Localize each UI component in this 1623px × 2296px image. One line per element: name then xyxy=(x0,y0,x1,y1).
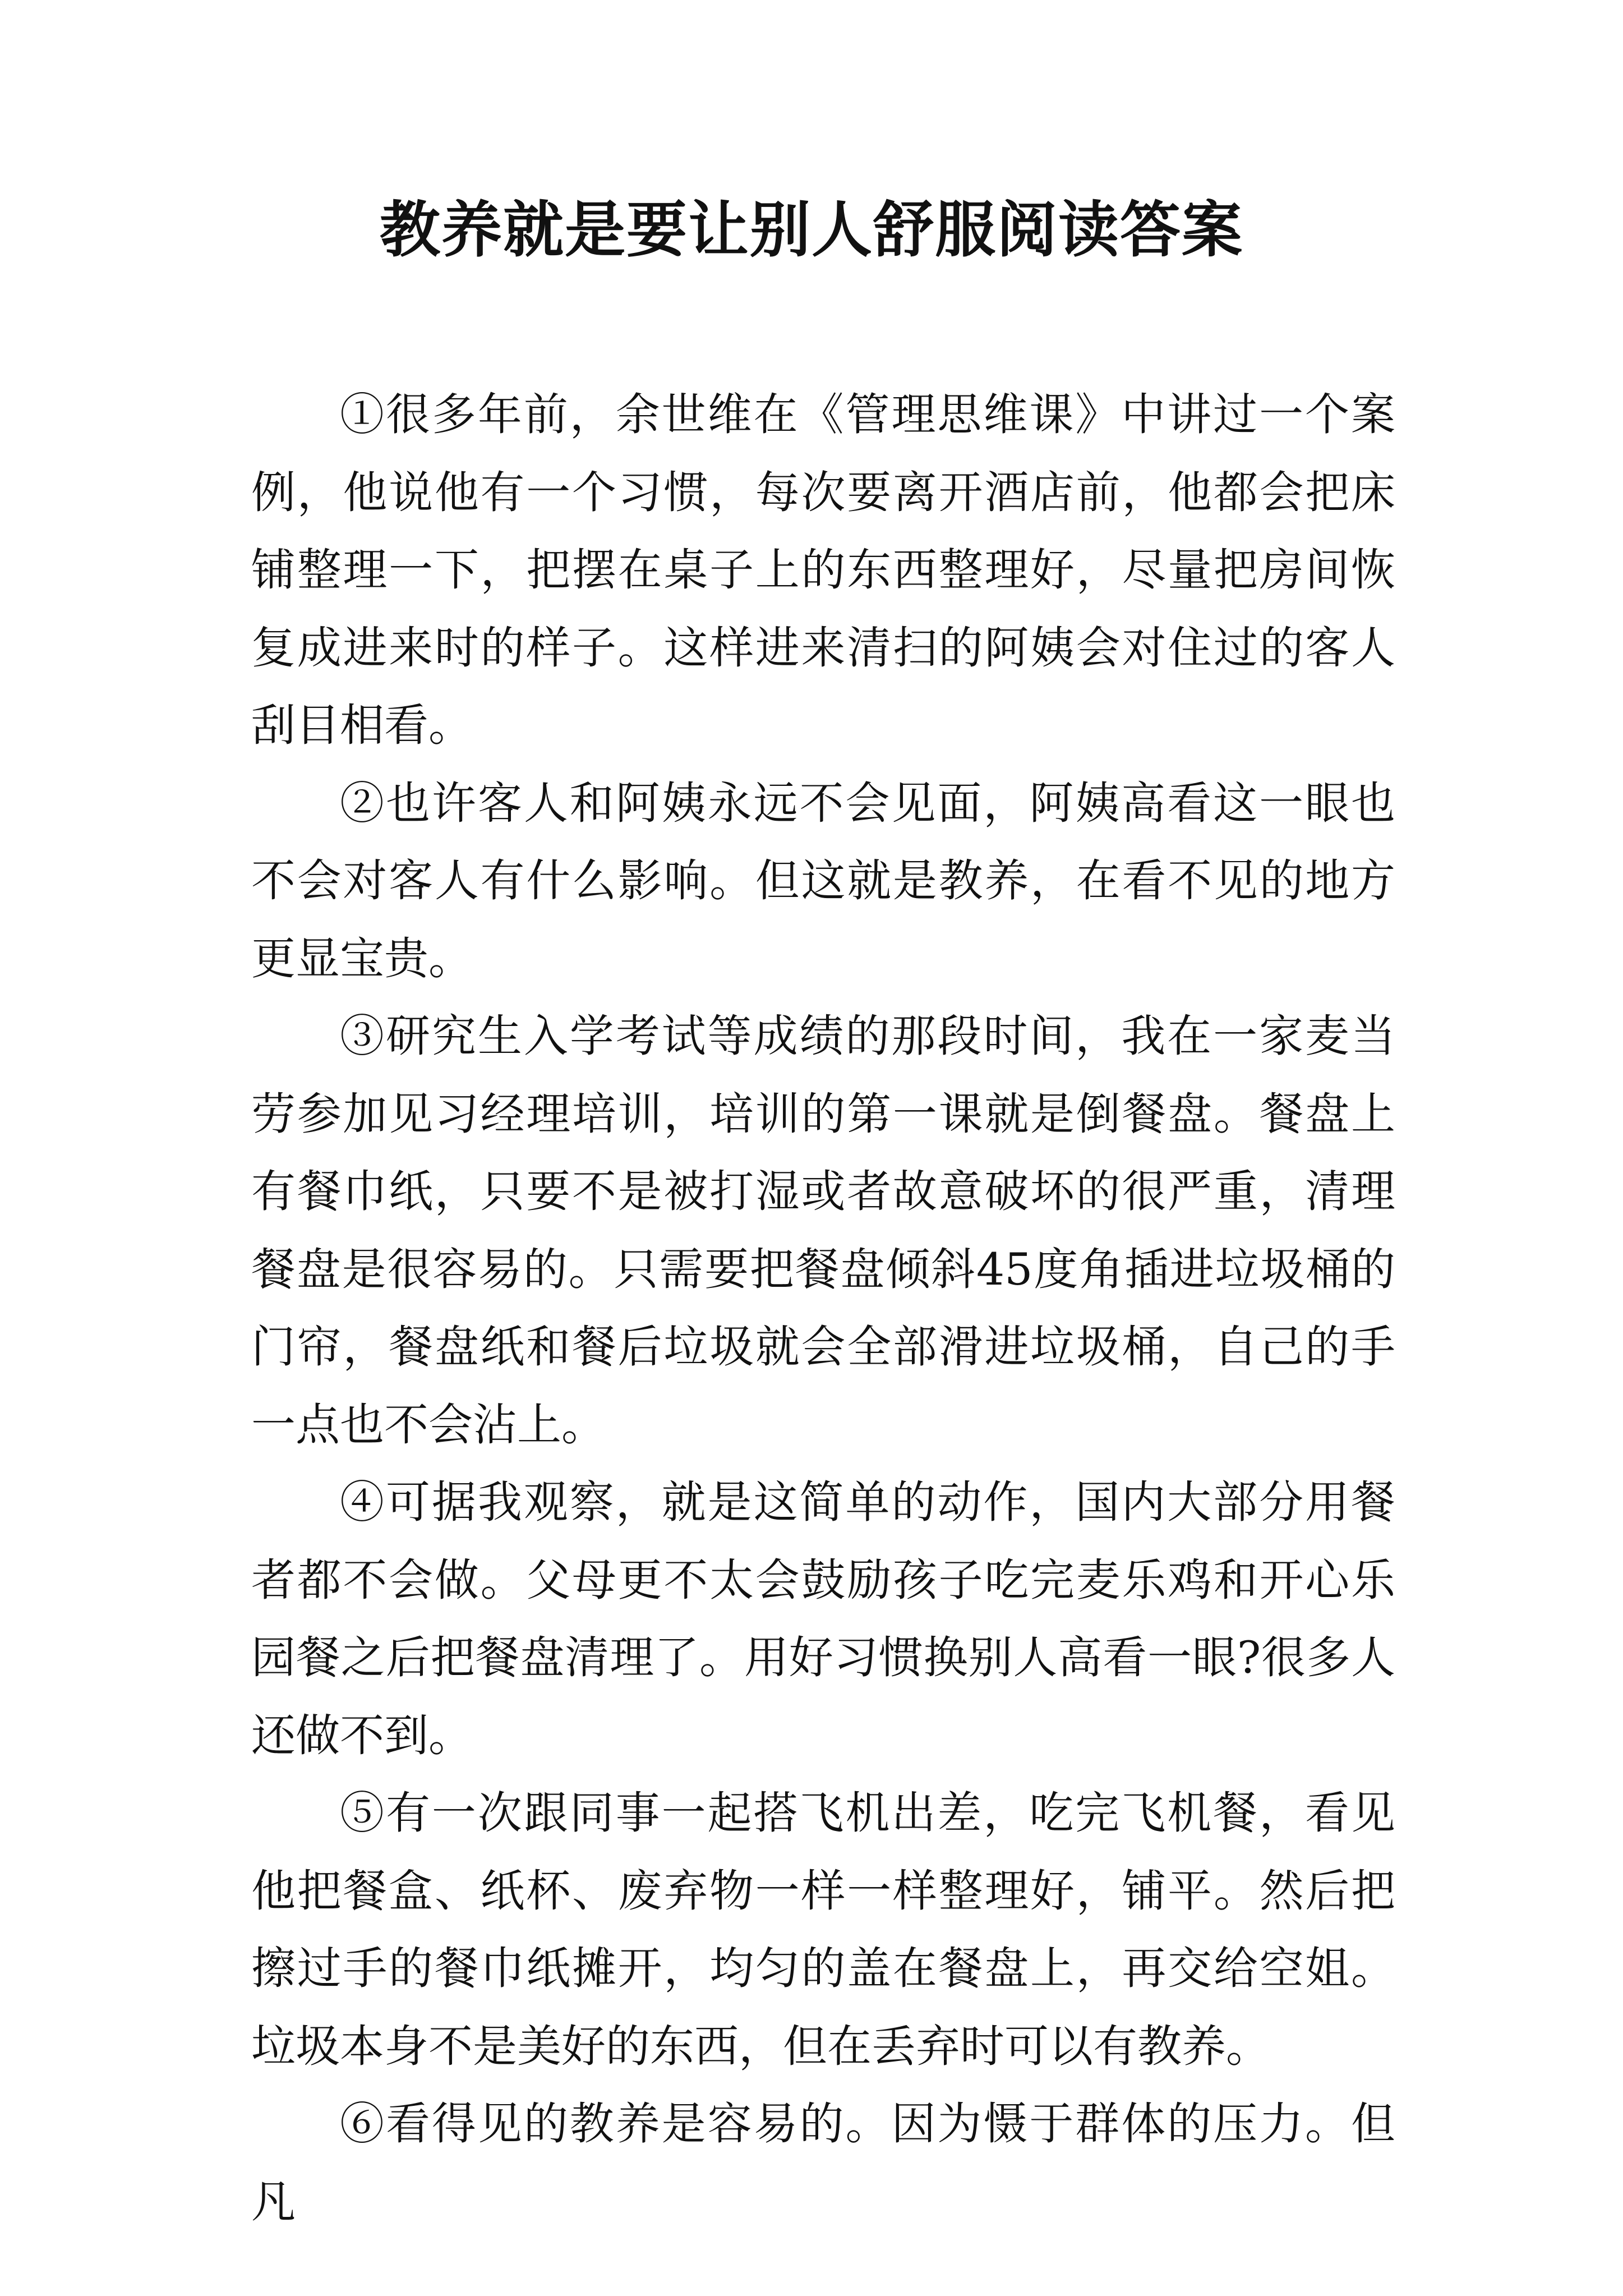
paragraph-5: ⑤有一次跟同事一起搭飞机出差，吃完飞机餐，看见他把餐盒、纸杯、废弃物一样一样整理好，铺平。然后把擦过手的餐巾纸摊开，均匀的盖在餐盘上，再交给空姐。垃圾本身不是美好的东西，但在丢弃时可以有教养。 xyxy=(251,1787,1395,2072)
paragraph-2: ②也许客人和阿姨永远不会见面，阿姨高看这一眼也不会对客人有什么影响。但这就是教养，在看不见的地方更显宝贵。 xyxy=(251,777,1395,984)
paragraph-1: ①很多年前，余世维在《管理思维课》中讲过一个案例，他说他有一个习惯，每次要离开酒店前，他都会把床铺整理一下，把摆在桌子上的东西整理好，尽量把房间恢复成进来时的样子。这样进来清扫的阿姨会对住过的客人刮目相看。 xyxy=(251,389,1395,751)
paragraph-4: ④可据我观察，就是这简单的动作，国内大部分用餐者都不会做。父母更不太会鼓励孩子吃完麦乐鸡和开心乐园餐之后把餐盘清理了。用好习惯换别人高看一眼?很多人还做不到。 xyxy=(251,1476,1395,1761)
document-title: 教养就是要让别人舒服阅读答案 xyxy=(379,195,1243,265)
paragraph-6: ⑥看得见的教养是容易的。因为慑于群体的压力。但凡 xyxy=(251,2098,1395,2228)
document-body xyxy=(251,376,1395,2240)
paragraph-3: ③研究生入学考试等成绩的那段时间，我在一家麦当劳参加见习经理培训，培训的第一课就是倒餐盘。餐盘上有餐巾纸，只要不是被打湿或者故意破坏的很严重，清理餐盘是很容易的。只需要把餐盘倾斜45度角插进垃圾桶的门帘，餐盘纸和餐后垃圾就会全部滑进垃圾桶，自己的手一点也不会沾上。 xyxy=(251,1010,1395,1451)
